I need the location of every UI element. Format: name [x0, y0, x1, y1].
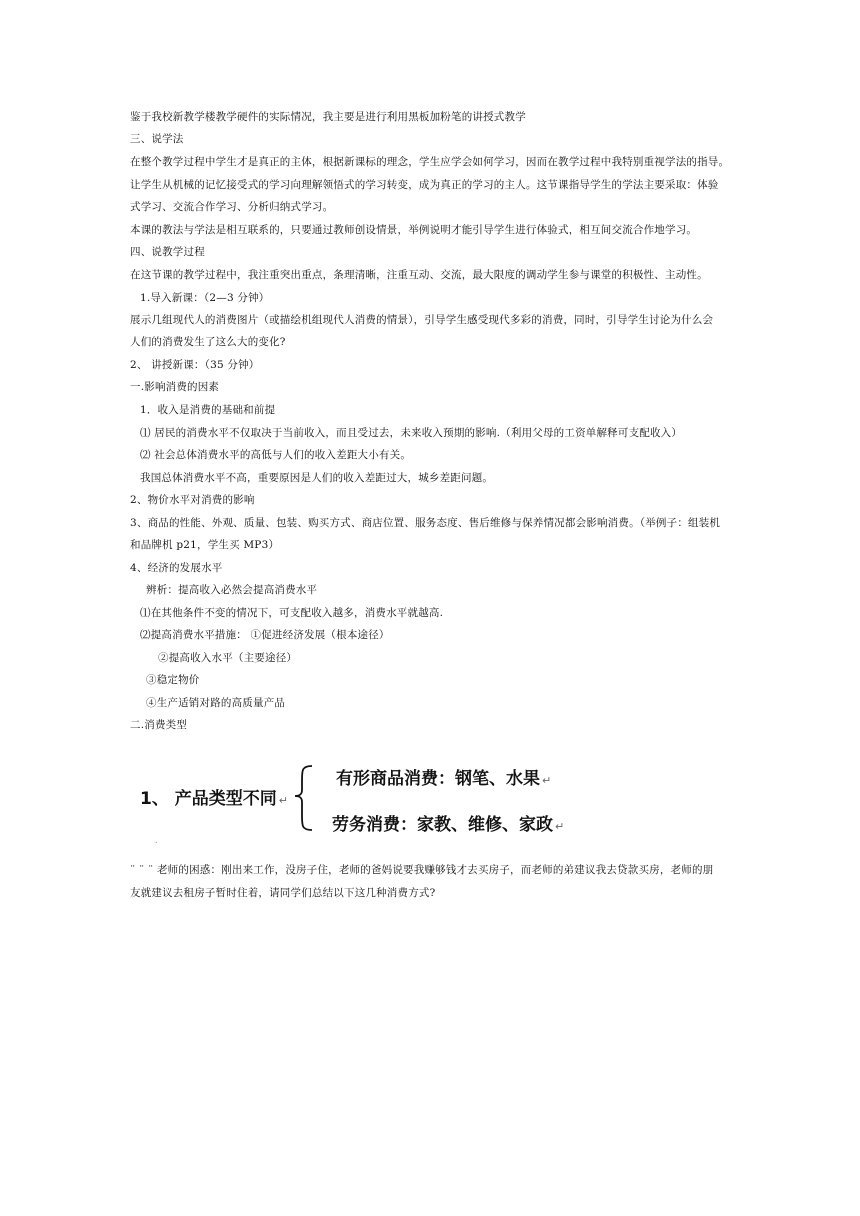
text-line: 本课的教法与学法是相互联系的，只要通过教师创设情景，举例说明才能引导学生进行体验式，相互间交流合作地学习。 [130, 224, 698, 236]
figure-bottom-label: 劳务消费：家教、维修、家政 ↵ [332, 815, 565, 835]
text-line: 友就建议去租房子暂时住着，请同学们总结以下这几种消费方式? [130, 887, 436, 899]
text-line: 和品牌机 p21，学生买 MP3） [130, 539, 280, 551]
text-line: 鉴于我校新教学楼教学硬件的实际情况，我主要是进行利用黑板加粉笔的讲授式教学 [130, 111, 526, 123]
text-line: 辨析：提高收入必然会提高消费水平 [146, 584, 318, 596]
section-heading: 四、说教学过程 [130, 246, 205, 258]
text-line: 在整个教学过程中学生才是真正的主体，根据新课标的理念，学生应学会如何学习，因而在教学过程中我特别重视学法的指导。 [130, 156, 730, 168]
text-line: ⑴ 居民的消费水平不仅取决于当前收入，而且受过去，未来收入预期的影响.（利用父母的工资单解释可支配收入） [140, 427, 683, 439]
text-line: 4、经济的发展水平 [130, 562, 223, 574]
curly-brace-icon [290, 756, 330, 836]
subsection-heading: 二.消费类型 [130, 719, 188, 731]
text-line: ⑴在其他条件不变的情况下，可支配收入越多，消费水平就越高. [140, 607, 444, 619]
text-line: 让学生从机械的记忆接受式的学习向理解领悟式的学习转变，成为真正的学习的主人。这节课指导学生的学法主要采取：体验 [130, 179, 719, 191]
return-mark-icon: ↵ [555, 820, 565, 833]
text-line: ¨ ¨ ¨ 老师的困惑：刚出来工作，没房子住，老师的爸妈说要我赚够钱才去买房子，而老师的弟建议我去贷款买房，老师的朋 [130, 864, 714, 876]
text-line: 2、物价水平对消费的影响 [130, 494, 255, 506]
text-line: ⑵ 社会总体消费水平的高低与人们的收入差距大小有关。 [140, 449, 412, 461]
text-line: 1.导入新课：（2—3 分钟） [140, 292, 270, 304]
figure-left-label: 1、 产品类型不同 ↵ [140, 789, 288, 809]
text-line: ⑵提高消费水平措施： ①促进经济发展（根本途径） [140, 629, 390, 641]
return-mark-icon: ↵ [278, 794, 288, 807]
text-line: 在这节课的教学过程中，我注重突出重点，条理清晰，注重互动、交流，最大限度的调动学生参与课堂的积极性、主动性。 [130, 269, 708, 281]
text-line: 3、商品的性能、外观、质量、包装、购买方式、商店位置、服务态度、售后维修与保养情况都会影响消费。（举例子：组装机 [130, 517, 721, 529]
figure-top-label: 有形商品消费：钢笔、水果 ↵ [336, 769, 552, 789]
subsection-heading: 一.影响消费的因素 [130, 381, 220, 393]
text-line: ③稳定物价 [146, 674, 200, 686]
text-line: 我国总体消费水平不高，重要原因是人们的收入差距过大，城乡差距问题。 [140, 472, 494, 484]
text-line: 展示几组现代人的消费图片（或描绘机组现代人消费的情景），引导学生感受现代多彩的消费，同时，引导学生讨论为什么会 [130, 314, 714, 326]
figure-dot-mark: . [155, 836, 158, 845]
return-mark-icon: ↵ [542, 774, 552, 787]
consumption-type-figure [140, 756, 600, 836]
text-line: ④生产适销对路的高质量产品 [146, 697, 286, 709]
text-line: 人们的消费发生了这么大的变化? [130, 336, 286, 348]
text-line: 2、 讲授新课：（35 分钟） [130, 359, 260, 371]
section-heading: 三、说学法 [130, 133, 184, 145]
text-line: 1．收入是消费的基础和前提 [140, 404, 276, 416]
text-line: ②提高收入水平（主要途径） [158, 652, 298, 664]
text-line: 式学习、交流合作学习、分析归纳式学习。 [130, 201, 334, 213]
